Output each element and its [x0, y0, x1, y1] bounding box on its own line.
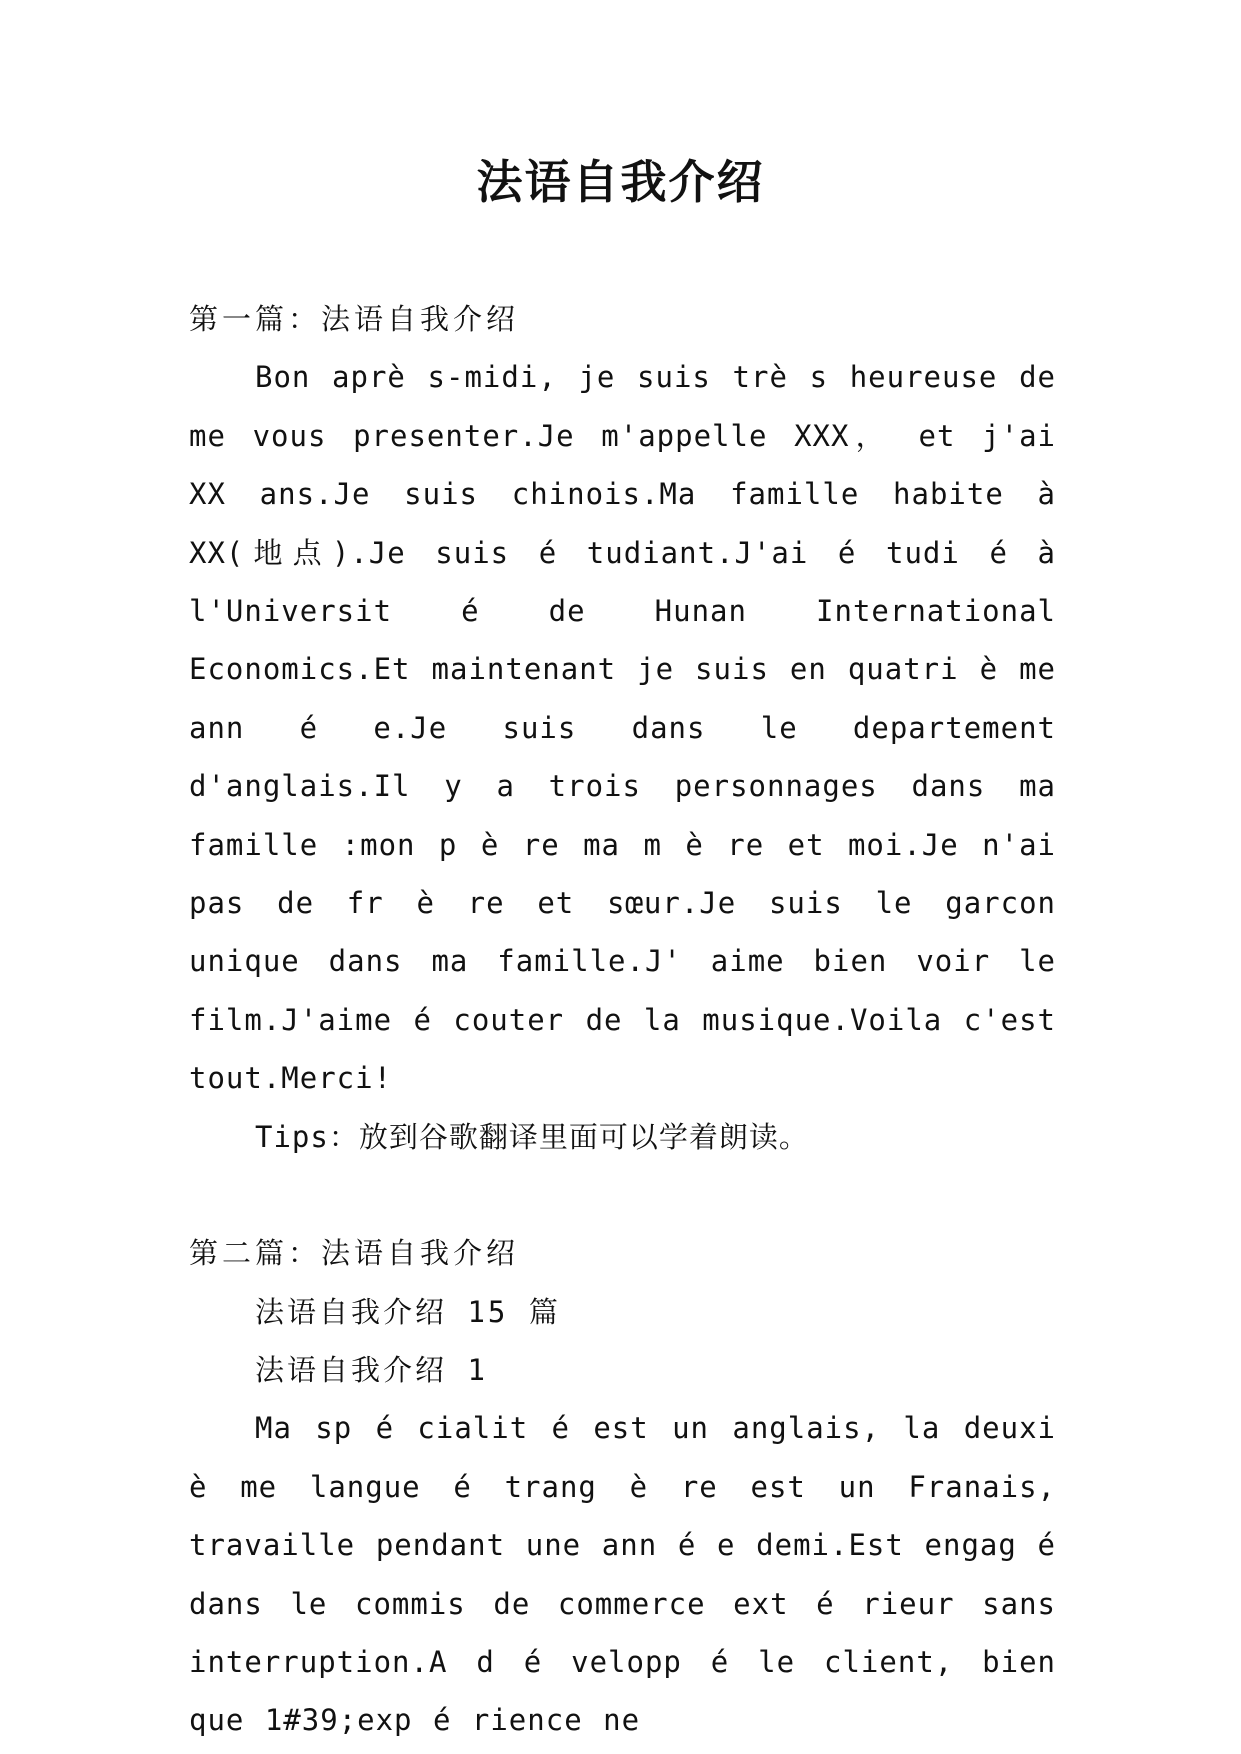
document-body: [189, 290, 1056, 1750]
section-2-paragraph: Ma sp é cialit é est un anglais, la deuxi è me langue é trang è re est un Franais, travaille pendant une ann é e demi.Est engag é dans le commis de commerce ext é rieur sans interruption.A d é velopp é le client, bien que 1#39;exp é rience ne: [189, 1411, 1056, 1738]
section-2-subheading-1: 法语自我介绍 15 篇: [255, 1294, 561, 1329]
section-1-tips: Tips：放到谷歌翻译里面可以学着朗读。: [255, 1119, 809, 1154]
section-2-subheading-2: 法语自我介绍 1: [255, 1352, 488, 1387]
section-1-heading: 第一篇：法语自我介绍: [189, 302, 520, 336]
section-1-paragraph: Bon aprè s-midi, je suis trè s heureuse de me vous presenter.Je m'appelle XXX， et j'ai XX ans.Je suis chinois.Ma famille habite à XX(地点).Je suis é tudiant.J'ai é tudi é à l'Universit é de Hunan International Economics.Et maintenant je suis en quatri è me ann é e.Je suis dans le departement d'anglais.Il y a trois personnages dans ma famille :mon p è re ma m è re et moi.Je n'ai pas de fr è re et sœur.Je suis le garcon unique dans ma famille.J' aime bien voir le film.J'aime é couter de la musique.Voila c'est tout.Merci!: [189, 360, 1056, 1096]
section-spacer: [189, 1166, 1056, 1224]
section-2-heading: 第二篇：法语自我介绍: [189, 1236, 520, 1271]
document-title: 法语自我介绍: [476, 155, 765, 209]
